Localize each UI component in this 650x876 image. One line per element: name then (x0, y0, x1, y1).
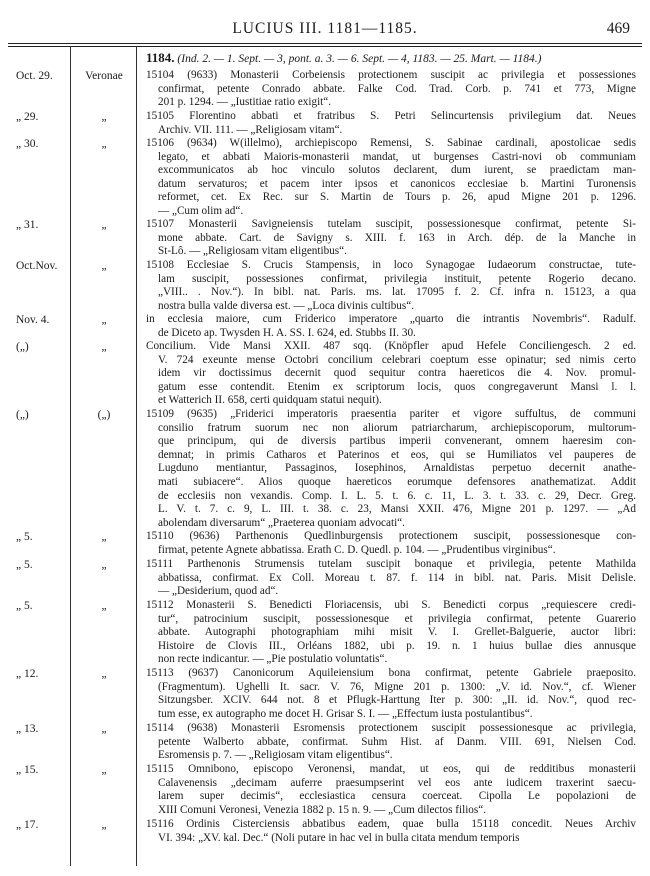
entry-date: Oct. 29. (16, 70, 53, 82)
entry-line: XIII Comuni Veronesi, Venezia 1882 p. 15 n. 9. — „Cum dilectos filios“. (158, 803, 487, 816)
entry-line: 15116 Ordinis Cisterciensis abbatibus eadem, quae bulla 15118 concedit. Neues Archiv (146, 818, 636, 830)
entry-line: excommunicatos ab hoc vinculo solutos declarent, dum iurent, se praedictam man- (158, 164, 636, 177)
entry-place: „ (101, 341, 107, 353)
entry-line: firmat, petente Agnete abbatissa. Erath C. D. Quedl. p. 104. — „Prudentibus virginibus“. (158, 543, 556, 556)
entry-line: 15110 (9636) Parthenonis Quedlinburgensis protectionem suscipit, possessionesque con- (146, 530, 636, 542)
entry-line: demnat; in primis Catharos et Paterinos et eos, qui se Humiliatos vel pauperes de (158, 448, 636, 461)
entry-date: „ 5. (16, 559, 33, 571)
entry-line: Lugduno mentiantur, Passaginos, Iosephinos, Arnaldistas perpetuo decernit anathe- (158, 462, 636, 475)
entry-place: „ (101, 668, 107, 680)
entry-date: Nov. 4. (16, 314, 50, 326)
entry-line: — „Cum olim ad“. (158, 204, 244, 217)
entry-line: non recte indicantur. — „Pie postulatio voluntatis“. (158, 653, 388, 666)
entry-date: „ 17. (16, 819, 39, 831)
entry-date: „ 30. (16, 138, 39, 150)
entry-place: „ (101, 723, 107, 735)
entry-line: Calavenensis „decimam auferre praesumpserint vel eos ante iudicem traxerint saecu- (158, 776, 636, 789)
entry-text (146, 667, 636, 721)
entry-line: datum servaturos; et pacem inter ipsos et canonicos ecclesiae b. Martini Turonensis (158, 177, 636, 190)
entry-place: „ (101, 314, 107, 326)
entry-date: „ 29. (16, 111, 39, 123)
entry-place: „ (101, 219, 107, 231)
entry-line: 15107 Monasterii Savigneiensis tutelam suscipit, possessionesque confirmat, petente Si- (146, 218, 636, 230)
entry-line: et Watterich II. 658, certi quidquam statui nequit). (158, 394, 382, 407)
entry-place: „ (101, 764, 107, 776)
entry-line: 15112 Monasterii S. Benedicti Floriacensis, ubi S. Benedicti corpus „requiescere credi- (146, 599, 636, 611)
entry-date: Oct.Nov. (16, 260, 58, 272)
year-heading (146, 50, 636, 67)
entry-place: „ (101, 819, 107, 831)
entry-place: „ (101, 260, 107, 272)
entry-date: „ 15. (16, 764, 39, 776)
entry-line: 15111 Parthenonis Strumensis tutelam suscipit bonaque et privilegia, petente Mathilda (146, 558, 636, 570)
entry-place: „ (101, 111, 107, 123)
entry-line: nostra bulla valde diversa est. — „Loca divinis cultibus“. (158, 299, 415, 312)
entry-line: 201 p. 1294. — „Iustitiae ratio exigit“. (158, 96, 332, 109)
entry-line: tur“, patrocinium suscipit, possessionesque et privilegia confirmat, petente Guarerio (158, 612, 636, 625)
entry-line: lam suscipit, possessiones confirmat, privilegia instituit, petente Rogerio decano. (158, 272, 636, 285)
entry-line: mati subiacere“. Alios quoque haereticos eorumque defensores anathematizat. Addit (158, 475, 636, 488)
page-header (10, 14, 640, 40)
entry-line: 15115 Omnibono, episcopo Veronensi, mandat, ut eos, qui de redditibus monasterii (146, 763, 636, 775)
running-title: LUCIUS III. 1181—1185. (232, 20, 418, 37)
header-rule (8, 43, 642, 44)
entry-line: V. 724 exeunte mense Octobri concilium celebrari coeptum esse opinatur; sed nimis certo (158, 353, 636, 366)
entry-line: gatum esse contendit. Etenim ex scriptorum locis, quos congregaverunt Mansi l. l. (158, 380, 636, 393)
entry-line: in ecclesia maiore, cum Friderico imperatore „quarto die intrantis Novembris“. Radulf. (146, 313, 636, 325)
entry-line: abbatissa, confirmat. Ex Coll. Moreau t. 87. f. 114 in bibl. nat. Paris. Misit Delisle. (158, 571, 636, 584)
entry-line: 15114 (9638) Monasterii Esromensis protectionem suscipit possessionesque ac privilegia, (146, 722, 636, 734)
place-column-divider (136, 46, 137, 866)
entry-line: „VIII.. . Nov.“). In bibl. nat. Paris. ms. lat. 17095 f. 2. Cf. infra n. 15123, a qua (158, 286, 636, 299)
entry-line: VI. 394: „XV. kal. Dec.“ (Noli putare in hac vel in bulla citata mendum temporis (158, 831, 520, 844)
entry-text (146, 110, 636, 137)
entry-text (146, 340, 636, 408)
entry-text (146, 259, 636, 313)
entry-place: „ (101, 138, 107, 150)
entry-line: 15106 (9634) W(illelmo), archiepiscopo Remensi, S. Sabinae cardinali, apostolicae sedis (146, 137, 636, 149)
entry-text (146, 763, 636, 817)
entry-line: 15109 (9635) „Friderici imperatoris praesentia pariter et vigore suffultus, de communi (146, 408, 636, 420)
entry-line: 15105 Florentino abbati et fratribus S. Petri Selincurtensis privilegium dat. Neues (146, 110, 636, 122)
entry-line: abbate. Autographi photographiam mihi misit V. I. Grellet-Balguerie, auctor libri: (158, 626, 636, 639)
entry-line: consilio fratrum suorum nec non aliorum patriarcharum, archiepiscoporum, multorum- (158, 421, 636, 434)
entry-line: mone abbate. Cart. de Savigny s. XIII. f. 163 in Arch. dép. de la Manche in (158, 231, 636, 244)
date-column-divider (70, 46, 71, 866)
entry-line: Esromensis p. 7. — „Religiosam vitam eligentibus“. (158, 749, 393, 762)
entry-line: Archiv. VII. 111. — „Religiosam vitam“. (158, 123, 343, 136)
entry-text (146, 313, 636, 340)
entry-line: legato, et abbati Maioris-monasterii mandat, ut burgenses Castri-novi ob communiam (158, 150, 636, 163)
entry-line: L. V. t. 7. c. 9, L. III. t. 38. c. 23, Mansi XXII. 476, Migne 201 p. 1297. — „Ad (158, 503, 636, 516)
entry-line: de ecclesiis non vexandis. Comp. I. L. 5. t. 6. c. 11, L. 3. t. 33. c. 29, Decr. Greg. (158, 489, 636, 502)
entry-text (146, 530, 636, 557)
entry-line: Concilium. Vide Mansi XXII. 487 sqq. (Knöpfler apud Hefele Conciliengesch. 2 ed. (146, 340, 636, 352)
entry-line: Sitzungsber. XCIV. 644 not. 8 et Pflugk-Harttung Iter p. 300: „II. id. Nov.“, quod rec- (158, 694, 636, 707)
entry-place: („) (97, 409, 111, 421)
entry-text (146, 69, 636, 110)
entry-line: confirmat, petente Conrado abbate. Falke Cod. Trad. Corb. p. 741 et 773, Migne (158, 82, 636, 95)
entry-date: „ 5. (16, 600, 33, 612)
entry-line: tum esse, ex autographo me docet H. Grisar S. I. — „Effectum iusta postulantibus“. (158, 707, 533, 720)
entry-line: larem super decimis“, ecclesiastica censura coerceat. Cipolla Le popolazioni de (158, 790, 636, 803)
entry-text (146, 137, 636, 219)
entry-line: (Fragmentum). Ughelli It. sacr. V. 76, Migne 201 p. 1300: „V. id. Nov.“, cf. Wiener (158, 680, 636, 693)
entry-date: („) (16, 409, 29, 421)
entry-date: „ 5. (16, 531, 33, 543)
entry-line: de Diceto ap. Twysden H. A. SS. I. 624, ed. Stubbs II. 30. (158, 326, 416, 339)
entry-place: „ (101, 600, 107, 612)
entry-text (146, 558, 636, 599)
entry-line: reformet, cet. Ex Rec. sur S. Martin de Tours p. 26, apud Migne 201 p. 1296. (158, 191, 636, 204)
entry-date: „ 31. (16, 219, 39, 231)
entry-line: 15113 (9637) Canonicorum Aquileiensium bona confirmat, petente Gabriele praeposito. (146, 667, 636, 679)
entry-line: 15108 Ecclesiae S. Crucis Stampensis, in loco Synagogae Iudaeorum constructae, tute- (146, 259, 636, 271)
entry-date: „ 13. (16, 723, 39, 735)
indiction-note: (Ind. 2. — 1. Sept. — 3, pont. a. 3. — 6. Sept. — 4, 1183. — 25. Mart. — 1184.) (177, 53, 542, 65)
entry-line: petente Walberto abbate, confirmat. Suhm Hist. af Danm. VIII. 691, Nielsen Cod. (158, 735, 636, 748)
entry-line: que principum, qui de diversis partibus imperii convenerant, omnem haeresim con- (158, 435, 636, 448)
header-rule-inner (8, 46, 642, 47)
entry-line: idem vir doctissimus decernit quod sequitur contra haereticos die 4. Nov. promul- (158, 367, 636, 380)
entry-place: Veronae (85, 70, 123, 82)
entry-place: „ (101, 559, 107, 571)
entry-text (146, 218, 636, 259)
year-label: 1184. (146, 50, 175, 65)
entry-line: Histoire de Clovis III., Orléans 1882, ubi p. 19. n. 1 huius bullae dies annusque (158, 639, 636, 652)
entry-text (146, 722, 636, 763)
entry-date: „ 12. (16, 668, 39, 680)
entry-text (146, 818, 636, 845)
entry-place: „ (101, 531, 107, 543)
entry-date: („) (16, 341, 29, 353)
entry-line: abolendam diversarum“ „Praeterea quoniam advocati“. (158, 516, 405, 529)
entry-line: St-Lô. — „Religiosam vitam eligentibus“. (158, 245, 347, 258)
entry-line: — „Desiderium, quod ad“. (158, 585, 279, 598)
page-number: 469 (606, 20, 630, 37)
entry-text (146, 408, 636, 530)
entry-text (146, 599, 636, 667)
entry-line: 15104 (9633) Monasterii Corbeiensis protectionem suscipit ac privilegia et possessiones (146, 69, 636, 81)
